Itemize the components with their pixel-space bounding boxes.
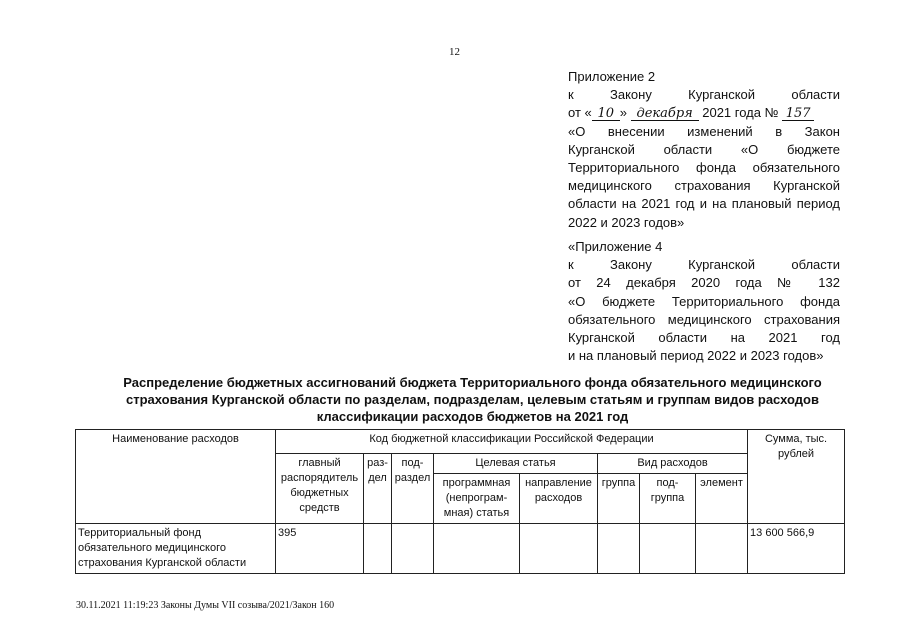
header-kind: Вид расходов <box>598 454 748 474</box>
row-subgroup <box>640 524 696 574</box>
row-sum: 13 600 566,9 <box>748 524 845 574</box>
annex-line-2: к Закону Курганской области <box>568 87 840 103</box>
annex-line-4: «О внесении изменений в Закон <box>568 123 840 139</box>
header-element: элемент <box>696 474 748 524</box>
footer-stamp: 30.11.2021 11:19:23 Законы Думы VII созыва/2021/Закон 160 <box>76 600 335 611</box>
annex-line-8: области на 2021 год и на плановый период <box>568 196 840 212</box>
annex-previous-header <box>568 238 840 365</box>
row-group <box>598 524 640 574</box>
annex2-line-2: к Закону Курганской области <box>568 257 840 273</box>
annex-line-7: медицинского страхования Курганской <box>568 178 840 194</box>
row-name: Территориальный фонд обязательного медицинского страхования Курганской области <box>76 524 276 574</box>
annex2-line-5: обязательного медицинского страхования <box>568 311 840 327</box>
row-element <box>696 524 748 574</box>
header-sum: Сумма, тыс. рублей <box>748 430 845 524</box>
header-target: Целевая статья <box>434 454 598 474</box>
annex2-line-3: от 24 декабря 2020 года № 132 <box>568 275 840 291</box>
annex-line-6: Территориального фонда обязательного <box>568 160 840 176</box>
table-row <box>76 524 845 574</box>
document-title <box>100 374 845 425</box>
header-main-manager: главный распорядитель бюджетных средств <box>276 454 364 524</box>
title-line-1: Распределение бюджетных ассигнований бюджета Территориального фонда обязательного медицинского <box>123 375 822 390</box>
row-razdel <box>364 524 392 574</box>
row-program <box>434 524 520 574</box>
row-direction <box>520 524 598 574</box>
header-name: Наименование расходов <box>76 430 276 524</box>
annex-line-1: Приложение 2 <box>568 69 656 84</box>
annex2-line-6: Курганской области на 2021 год <box>568 330 840 346</box>
handwritten-month: декабря <box>631 107 699 121</box>
title-line-2: страхования Курганской области по разделам, подразделам, целевым статьям и группам видов расходов <box>126 392 819 407</box>
header-razdel: раз-дел <box>364 454 392 524</box>
annex-header <box>568 68 840 232</box>
annex-date-line: от « 10 » декабря 2021 года № 157 <box>568 104 840 122</box>
handwritten-number: 157 <box>782 107 814 121</box>
row-main: 395 <box>276 524 364 574</box>
header-code: Код бюджетной классификации Российской Федерации <box>276 430 748 454</box>
header-program: программная (непрограм-мная) статья <box>434 474 520 524</box>
annex2-line-7: и на плановый период 2022 и 2023 годов» <box>568 348 824 364</box>
annex2-line-4: «О бюджете Территориального фонда <box>568 293 840 309</box>
annex-line-5: Курганской области «О бюджете <box>568 141 840 157</box>
header-podrazdel: под-раздел <box>392 454 434 524</box>
header-subgroup: под-группа <box>640 474 696 524</box>
budget-table <box>75 429 845 574</box>
header-direction: направление расходов <box>520 474 598 524</box>
header-group: группа <box>598 474 640 524</box>
page-number: 12 <box>449 46 460 58</box>
annex2-line-1: «Приложение 4 <box>568 239 663 254</box>
handwritten-day: 10 <box>592 107 620 121</box>
annex-line-9: 2022 и 2023 годов» <box>568 214 685 230</box>
row-podrazdel <box>392 524 434 574</box>
title-line-3: классификации расходов бюджетов на 2021 год <box>316 409 629 424</box>
